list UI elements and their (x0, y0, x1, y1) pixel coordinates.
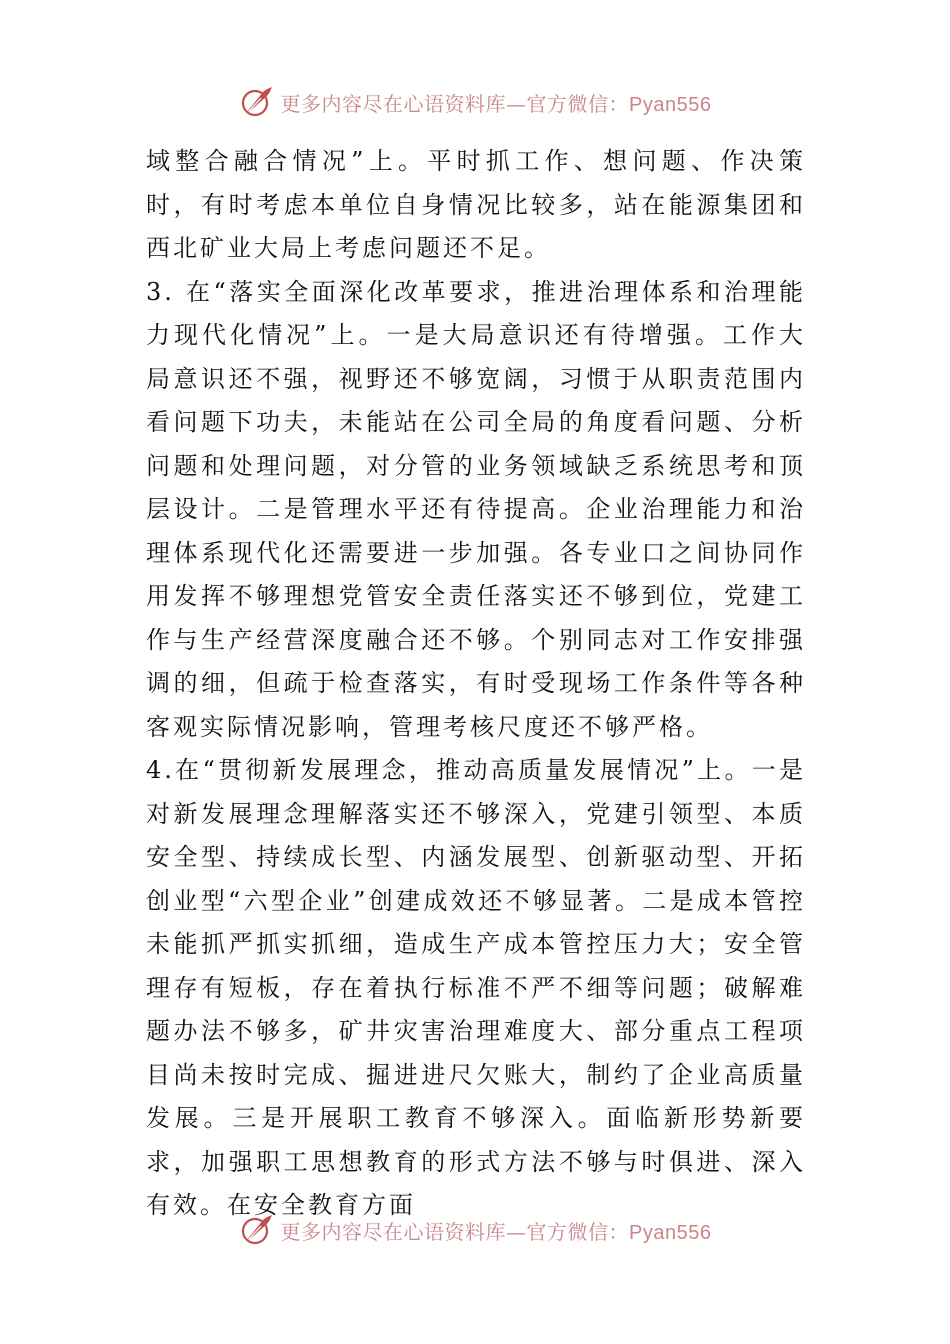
quill-pen-circle-icon (239, 84, 275, 120)
watermark-text (281, 88, 712, 117)
watermark-text (281, 1216, 712, 1245)
paragraph-item-3: 3. 在“落实全面深化改革要求，推进治理体系和治理能力现代化情况”上。一是大局意识还有待增强。工作大局意识还不强，视野还不够宽阔，习惯于从职责范围内看问题下功夫，未能站在公司全局的角度看问题、分析问题和处理问题，对分管的业务领域缺乏系统思考和顶层设计。二是管理水平还有待提高。企业治理能力和治理体系现代化还需要进一步加强。各专业口之间协同作用发挥不够理想党管安全责任落实还不够到位，党建工作与生产经营深度融合还不够。个别同志对工作安排强调的细，但疏于检查落实，有时受现场工作条件等各种客观实际情况影响，管理考核尺度还不够严格。 (146, 277, 806, 741)
watermark-main-text: 更多内容尽在心语资料库—官方微信： (280, 1219, 630, 1244)
paragraph-continued: 域整合融合情况”上。平时抓工作、想问题、作决策时，有时考虑本单位自身情况比较多，站在能源集团和西北矿业大局上考虑问题还不足。 (146, 147, 806, 262)
document-body (146, 140, 806, 1228)
header-watermark-banner (0, 82, 950, 122)
quill-pen-circle-icon (239, 1212, 275, 1248)
watermark-main-text: 更多内容尽在心语资料库—官方微信： (280, 91, 630, 116)
watermark-wechat-id: Pyan556 (629, 1221, 712, 1244)
paragraph-item-4: 4.在“贯彻新发展理念，推动高质量发展情况”上。一是对新发展理念理解落实还不够深入，党建引领型、本质安全型、持续成长型、内涵发展型、创新驱动型、开拓创业型“六型企业”创建成效还不够显著。二是成本管控未能抓严抓实抓细，造成生产成本管控压力大；安全管理存有短板，存在着执行标准不严不细等问题；破解难题办法不够多，矿井灾害治理难度大、部分重点工程项目尚未按时完成、掘进进尺欠账大，制约了企业高质量发展。三是开展职工教育不够深入。面临新形势新要求，加强职工思想教育的形式方法不够与时俱进、深入有效。在安全教育方面 (146, 756, 806, 1219)
footer-watermark-banner (0, 1210, 950, 1250)
watermark-wechat-id: Pyan556 (629, 93, 712, 116)
